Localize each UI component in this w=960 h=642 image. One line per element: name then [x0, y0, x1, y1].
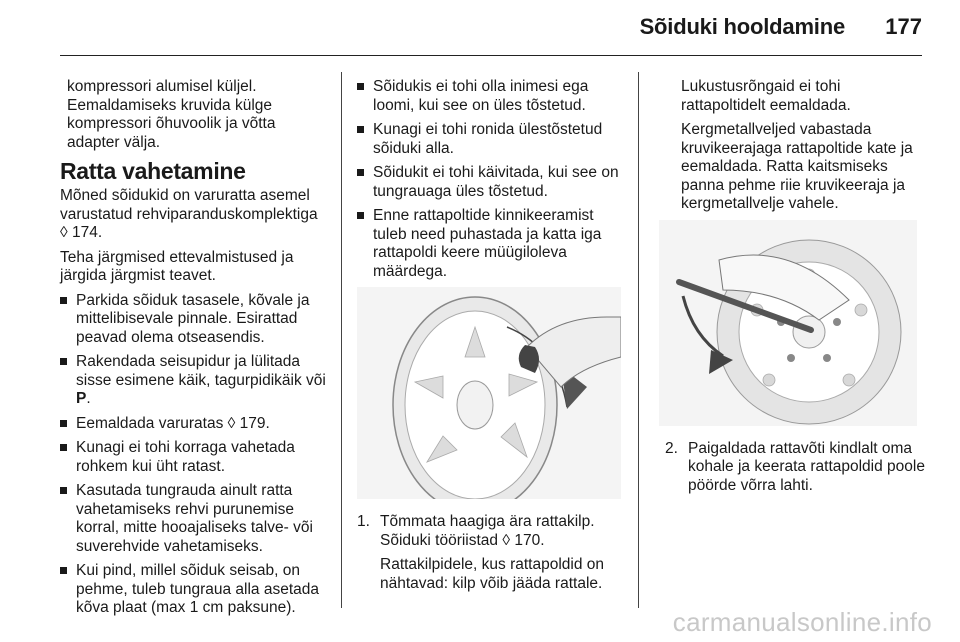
step-2 [665, 440, 927, 496]
list-item [357, 121, 627, 158]
bullet-square-icon [60, 358, 67, 365]
list-item [60, 292, 328, 348]
bullet-square-icon [60, 297, 67, 304]
list-item [60, 439, 328, 476]
ref-symbol: ◊ [227, 414, 236, 432]
gear-label: P [76, 390, 87, 407]
cross-reference[interactable]: 179. [239, 414, 270, 432]
list-item-text: Sõidukit ei tohi käivitada, kui see on tungrauaga üles tõstetud. [373, 164, 619, 200]
step-number: 1. [357, 513, 370, 530]
wheel-wrench-drawing [659, 220, 917, 426]
list-item [357, 78, 627, 115]
list-item-text: Sõidukis ei tohi olla inimesi ega loomi, kui see on üles tõstetud. [373, 78, 589, 114]
bullet-square-icon [60, 487, 67, 494]
watermark: carmanualsonline.info [672, 607, 932, 637]
list-item [60, 415, 328, 434]
continued-paragraph: kompressori alumisel küljel. Eemaldamiseks kruvida külge kompressori õhuvoolik ja võtta adapter välja. [67, 78, 276, 151]
bullet-square-icon [60, 420, 67, 427]
page-number: 177 [885, 14, 922, 39]
paragraph: Lukustusrõngaid ei tohi rattapoltidelt eemaldada. [681, 78, 851, 114]
step-1 [357, 513, 627, 550]
ref-symbol: ◊ [502, 531, 511, 549]
bullet-square-icon [357, 126, 364, 133]
bullet-square-icon [357, 83, 364, 90]
list-item [357, 164, 627, 201]
section-heading: Ratta vahetamine [60, 158, 246, 184]
list-item-end: . [86, 390, 91, 407]
intro-text: Mõned sõidukid on varuratta asemel varustatud rehviparanduskomplektiga [60, 187, 318, 223]
list-item-text: Parkida sõiduk tasasele, kõvale ja mittelibisevale pinnale. Esirattad peavad olema otseasendis. [76, 291, 310, 346]
list-item-text: Kunagi ei tohi korraga vahetada rohkem kui üht ratast. [76, 439, 295, 475]
cross-reference[interactable]: 174. [71, 224, 103, 241]
cross-reference[interactable]: 170. [514, 531, 545, 549]
preparation-paragraph: Teha järgmised ettevalmistused ja järgida järgmist teavet. [60, 248, 294, 284]
step-text: Paigaldada rattavõti kindlalt oma kohale ja keerata rattapoldid poole pöörde võrra lahti. [688, 439, 925, 494]
paragraph: Kergmetallveljed vabastada kruvikeerajaga rattapoltide kate ja eemaldada. Ratta kaitsmiseks panna pehme riie kruvikeeraja ja kergmetallvelje vahele. [681, 121, 913, 212]
wheel-wrench-illustration [659, 220, 917, 426]
column-3 [665, 78, 927, 501]
column-2 [357, 78, 627, 599]
step-1-note: Rattakilpidele, kus rattapoldid on nähtavad: kilp võib jääda rattale. [380, 556, 605, 592]
wheel-cover-drawing [357, 287, 621, 499]
intro-paragraph [60, 187, 328, 243]
list-item [60, 353, 328, 409]
column-1 [60, 78, 328, 624]
list-item [357, 207, 627, 281]
list-item [60, 562, 328, 618]
bullet-square-icon [357, 169, 364, 176]
list-item-text: Enne rattapoltide kinnikeeramist tuleb need puhastada ja katta iga rattapoldi keere müügiloleva määrdega. [373, 207, 602, 280]
step-number: 2. [665, 439, 678, 457]
wheel-cover-illustration [357, 287, 621, 499]
list-item-text: Rakendada seisupidur ja lülitada sisse esimene käik, tagurpidikäik või [76, 353, 326, 389]
column-divider-2 [638, 72, 639, 608]
list-item-text: Kui pind, millel sõiduk seisab, on pehme, tuleb tungraua alla asetada kõva plaat (max 1 cm paksune). [76, 562, 320, 616]
column-divider-1 [341, 72, 342, 608]
ref-symbol: ◊ [60, 224, 68, 241]
list-item [60, 482, 328, 556]
bullet-square-icon [60, 444, 67, 451]
header-divider [60, 55, 922, 56]
bullet-square-icon [357, 212, 364, 219]
step-text: Tõmmata haagiga ära rattakilp. Sõiduki tööriistad [380, 513, 595, 549]
section-title: Sõiduki hooldamine [639, 14, 845, 39]
list-item-text: Kunagi ei tohi ronida ülestõstetud sõiduki alla. [373, 121, 603, 157]
bullet-square-icon [60, 567, 67, 574]
list-item-text: Kasutada tungrauda ainult ratta vahetamiseks rehvi purunemise korral, mitte hooajaliseks talve- või suverehvide vahetamiseks. [76, 482, 313, 555]
list-item-text: Eemaldada varuratas [76, 414, 224, 432]
